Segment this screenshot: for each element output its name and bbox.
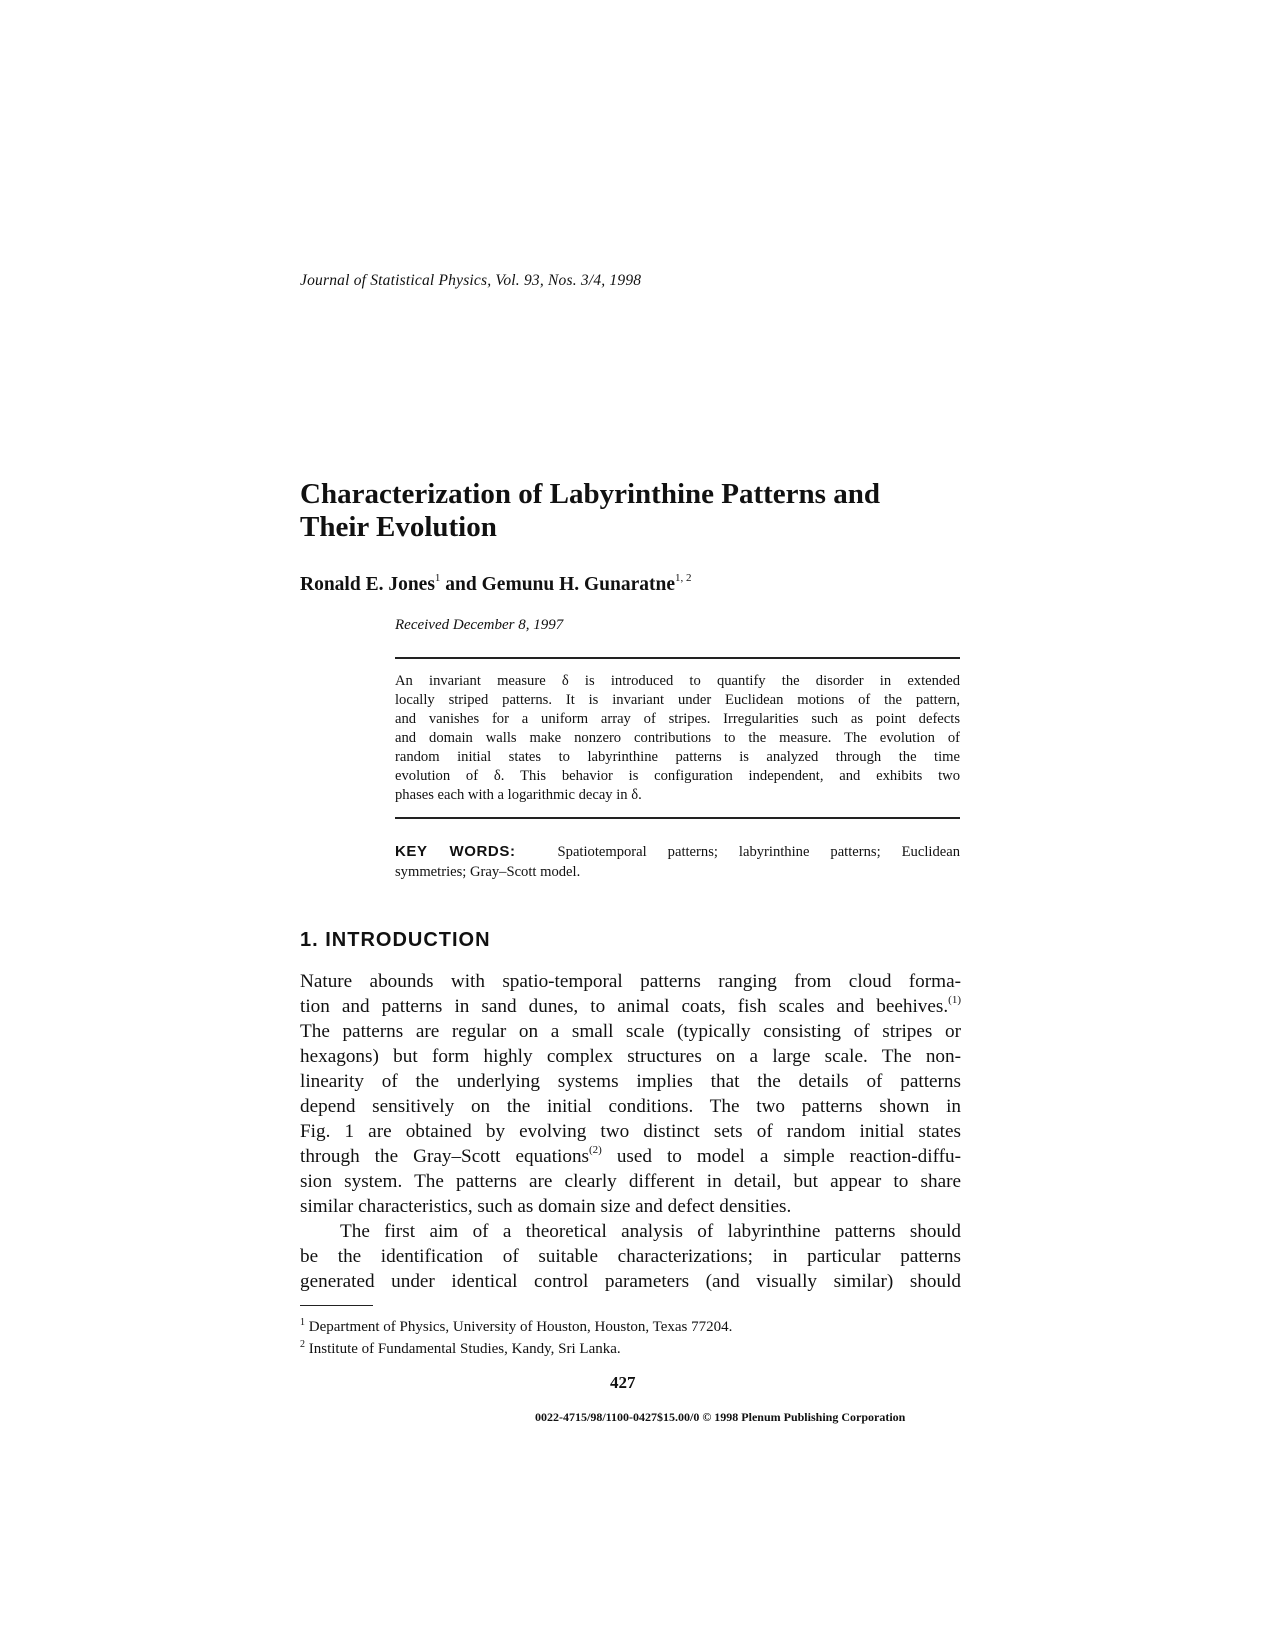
body-line: The first aim of a theoretical analysis of labyrinthine patterns should — [340, 1221, 961, 1242]
footnote-text: Institute of Fundamental Studies, Kandy, Sri Lanka. — [305, 1341, 621, 1357]
section-heading: 1. INTRODUCTION — [300, 929, 491, 951]
keywords-label: KEY WORDS: — [395, 843, 516, 860]
received-date: Received December 8, 1997 — [395, 617, 564, 633]
footnote-mark: 2 — [300, 1339, 305, 1350]
body-line: linearity of the underlying systems implies that the details of patterns — [300, 1071, 961, 1092]
body-line: generated under identical control parameters (and visually similar) should — [300, 1271, 961, 1292]
footnote-2 — [300, 1338, 732, 1360]
abstract-bottom-rule — [395, 817, 960, 819]
body-line — [300, 1144, 961, 1169]
citation-mark: (1) — [948, 994, 961, 1006]
body-line: Nature abounds with spatio-temporal patterns ranging from cloud forma- — [300, 971, 961, 992]
body-line: Fig. 1 are obtained by evolving two distinct sets of random initial states — [300, 1121, 961, 1142]
body-line: sion system. The patterns are clearly different in detail, but appear to share — [300, 1171, 961, 1192]
page-number: 427 — [610, 1373, 636, 1392]
footnote-text: Department of Physics, University of Houston, Houston, Texas 77204. — [305, 1319, 733, 1335]
paper-title — [300, 478, 1000, 544]
author-list — [300, 572, 692, 596]
keywords-line-2: symmetries; Gray–Scott model. — [395, 864, 581, 880]
abstract-line: and vanishes for a uniform array of stripes. Irregularities such as point defects — [395, 711, 960, 727]
body-line-text: through the Gray–Scott equations — [300, 1146, 590, 1167]
abstract-line: evolution of δ. This behavior is configuration independent, and exhibits two — [395, 768, 960, 784]
journal-citation: Journal of Statistical Physics, Vol. 93, Nos. 3/4, 1998 — [300, 272, 642, 289]
keywords-line-1: Spatiotemporal patterns; labyrinthine patterns; Euclidean — [557, 844, 960, 860]
body-line: depend sensitively on the initial conditions. The two patterns shown in — [300, 1096, 961, 1117]
abstract-line: and domain walls make nonzero contributions to the measure. The evolution of — [395, 730, 960, 746]
footnotes — [300, 1316, 732, 1360]
title-line-2: Their Evolution — [300, 511, 497, 543]
footnote-rule — [300, 1305, 373, 1306]
body-line: similar characteristics, such as domain size and defect densities. — [300, 1196, 792, 1217]
footnote-mark: 1 — [300, 1317, 305, 1328]
abstract-line: locally striped patterns. It is invariant under Euclidean motions of the pattern, — [395, 692, 960, 708]
body-text — [300, 969, 961, 1294]
author-2: Gemunu H. Gunaratne — [481, 574, 676, 595]
citation-mark: (2) — [589, 1144, 602, 1156]
body-line-text: used to model a simple reaction-diffu- — [601, 1146, 961, 1167]
abstract-line: An invariant measure δ is introduced to quantify the disorder in extended — [395, 673, 960, 689]
copyright-line: 0022-4715/98/1100-0427$15.00/0 © 1998 Plenum Publishing Corporation — [535, 1410, 906, 1424]
abstract — [395, 672, 960, 805]
keywords — [395, 842, 960, 882]
body-line — [300, 994, 961, 1019]
footnote-1 — [300, 1316, 732, 1338]
author-conjunction: and — [440, 574, 482, 595]
author-2-affiliation-mark: 1, 2 — [675, 572, 692, 584]
body-line: be the identification of suitable characterizations; in particular patterns — [300, 1246, 961, 1267]
body-line-text: tion and patterns in sand dunes, to animal coats, fish scales and beehives. — [300, 996, 949, 1017]
abstract-line: phases each with a logarithmic decay in δ. — [395, 787, 642, 803]
abstract-line: random initial states to labyrinthine patterns is analyzed through the time — [395, 749, 960, 765]
author-1: Ronald E. Jones — [300, 574, 435, 595]
title-line-1: Characterization of Labyrinthine Patterns and — [300, 478, 880, 510]
body-line: hexagons) but form highly complex structures on a large scale. The non- — [300, 1046, 961, 1067]
body-line: The patterns are regular on a small scale (typically consisting of stripes or — [300, 1021, 961, 1042]
abstract-top-rule — [395, 657, 960, 659]
author-1-affiliation-mark: 1 — [434, 572, 441, 584]
